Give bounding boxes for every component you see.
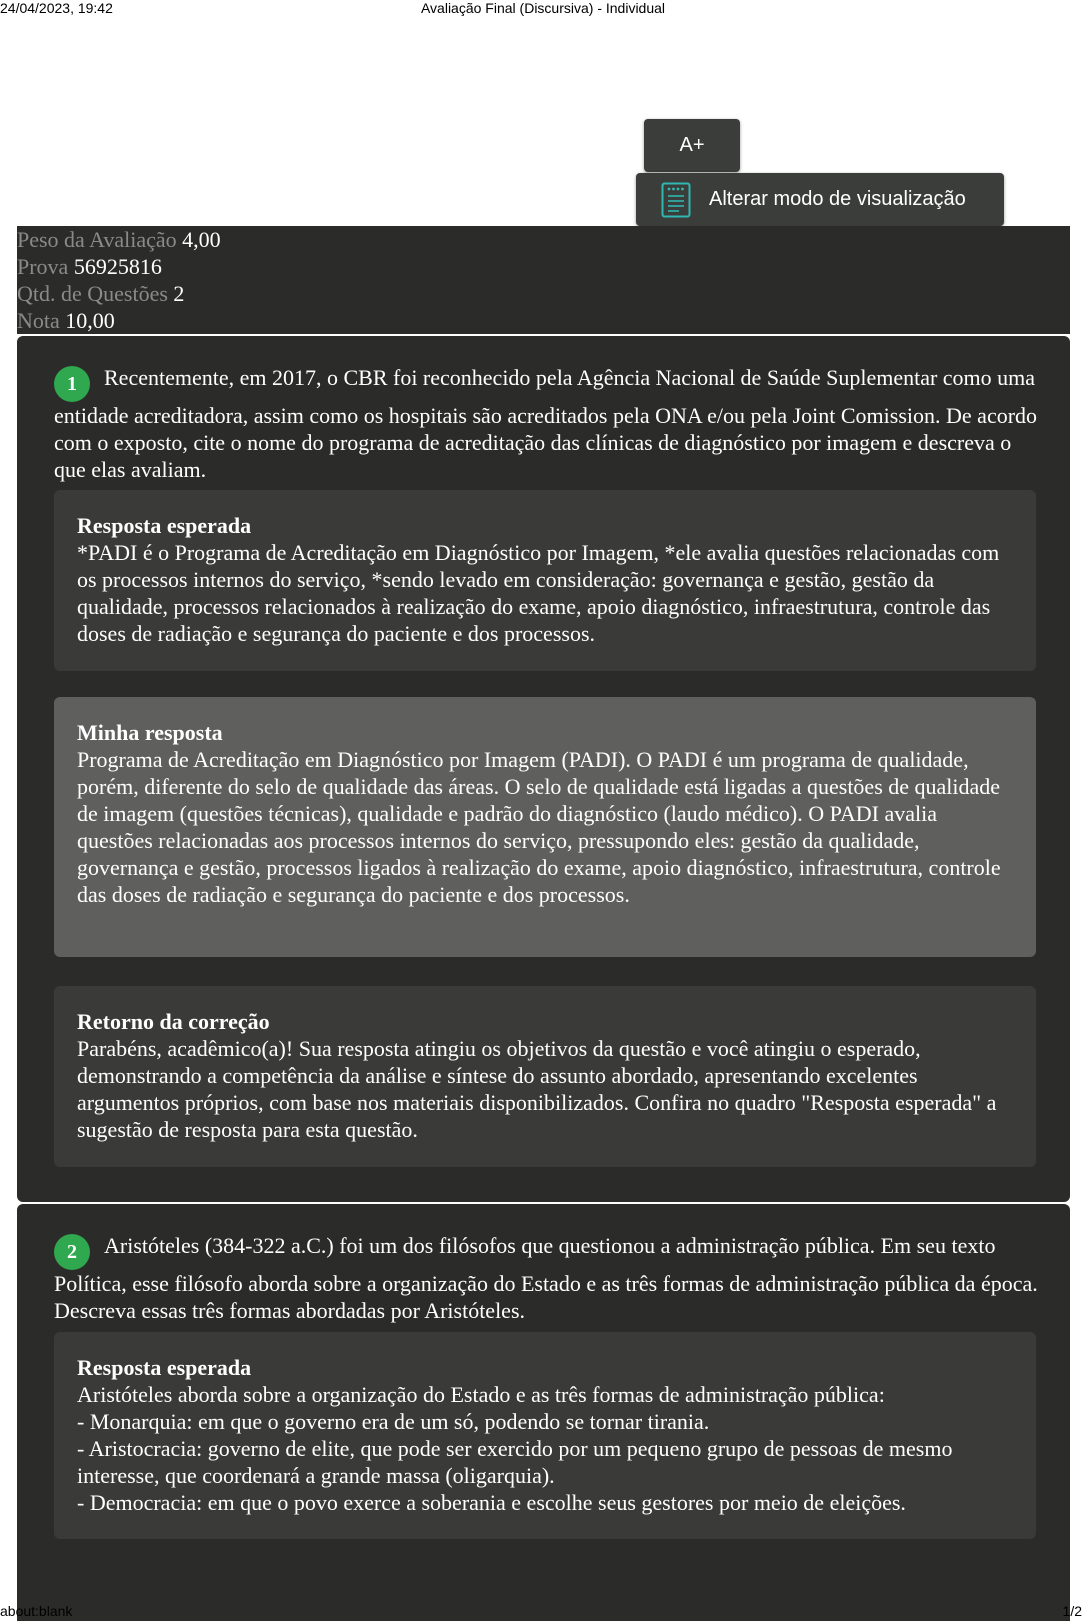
question-statement — [54, 364, 1044, 483]
exam-label: Prova — [17, 254, 69, 279]
feedback-text: Parabéns, acadêmico(a)! Sua resposta atingiu os objetivos da questão e você atingiu o esperado, demonstrando a competência da análise e síntese do assunto abordado, apresentando excelentes argumentos próprios, com base nos materiais disponibilizados. Confira no quadro "Resposta esperada" a sugestão de resposta para esta questão. — [77, 1036, 997, 1142]
info-grade — [17, 307, 1070, 334]
my-answer-title: Minha resposta — [77, 720, 223, 745]
print-url: about:blank — [0, 1603, 73, 1619]
question-card — [17, 1204, 1070, 1621]
info-exam — [17, 253, 1070, 280]
info-weight — [17, 226, 1070, 253]
question-text: Recentemente, em 2017, o CBR foi reconhecido pela Agência Nacional de Saúde Suplementar como uma entidade acreditadora, assim como os hospitais são acreditados pela ONA e/ou pela Joint Comission. De acordo com o exposto, cite o nome do programa de acreditação das clínicas de diagnóstico por imagem e descreva o que elas avaliam. — [54, 365, 1038, 482]
question-text: Aristóteles (384-322 a.C.) foi um dos filósofos que questionou a administração pública. Em seu texto Política, esse filósofo aborda sobre a organização do Estado e as três formas de administração pública da época. Descreva essas três formas abordadas por Aristóteles. — [54, 1233, 1038, 1323]
expected-answer-text: *PADI é o Programa de Acreditação em Diagnóstico por Imagem, *ele avalia questões relacionadas com os processos internos do serviço, *sendo levado em consideração: governança e gestão, gestão da qualidade, processos relacionados à realização do exame, apoio diagnóstico, infraestrutura, controle das doses de radiação e segurança do paciente e dos processos. — [77, 540, 1000, 646]
expected-answer-title: Resposta esperada — [77, 513, 252, 538]
document-list-icon — [661, 182, 691, 218]
question-card — [17, 336, 1070, 1202]
expected-answer-title: Resposta esperada — [77, 1355, 252, 1380]
assessment-info — [17, 226, 1070, 334]
view-mode-button[interactable] — [636, 173, 1004, 226]
question-number-badge: 2 — [54, 1234, 90, 1270]
print-page-title: Avaliação Final (Discursiva) - Individual — [420, 0, 666, 16]
exam-value: 56925816 — [73, 254, 162, 279]
increase-font-button[interactable]: A+ — [644, 119, 740, 172]
question-number-badge: 1 — [54, 366, 90, 402]
grade-label: Nota — [17, 308, 60, 333]
my-answer-text: Programa de Acreditação em Diagnóstico por Imagem (PADI). O PADI é um programa de qualidade, porém, diferente do selo de qualidade das áreas. O selo de qualidade está ligadas a questões de qualidade de imagem (questões técnicas), qualidade e padrão do diagnóstico (laudo médico). O PADI avalia questões relacionadas aos processos internos do serviço, pressupondo eles: gestão da qualidade, governança e gestão, processos ligados à realização do exame, apoio diagnóstico, infraestrutura, controle das doses de radiação e segurança do paciente e dos processos. — [77, 747, 1001, 907]
expected-answer-text: Aristóteles aborda sobre a organização do Estado e as três formas de administração pública: - Monarquia: em que o governo era de um só, podendo se tornar tirania. - Aristocracia: governo de elite, que pode ser exercido por um pequeno grupo de pessoas de mesmo interesse, que coordenará a grande massa (oligarquia). - Democracia: em que o povo exerce a soberania e escolhe seus gestores por meio de eleições. — [77, 1382, 953, 1515]
view-mode-label: Alterar modo de visualização — [709, 188, 966, 210]
question-count-label: Qtd. de Questões — [17, 281, 168, 306]
feedback-title: Retorno da correção — [77, 1009, 270, 1034]
expected-answer-box — [54, 490, 1036, 671]
expected-answer-box — [54, 1332, 1036, 1539]
print-datetime: 24/04/2023, 19:42 — [0, 0, 113, 16]
print-footer — [0, 1603, 1086, 1621]
question-count-value: 2 — [173, 281, 185, 306]
weight-value: 4,00 — [182, 227, 221, 252]
info-question-count — [17, 280, 1070, 307]
print-page-number: 1/2 — [1062, 1603, 1082, 1619]
question-statement — [54, 1232, 1044, 1324]
print-header — [0, 0, 1086, 16]
grade-value: 10,00 — [65, 308, 115, 333]
weight-label: Peso da Avaliação — [17, 227, 177, 252]
feedback-box — [54, 986, 1036, 1167]
my-answer-box — [54, 697, 1036, 957]
